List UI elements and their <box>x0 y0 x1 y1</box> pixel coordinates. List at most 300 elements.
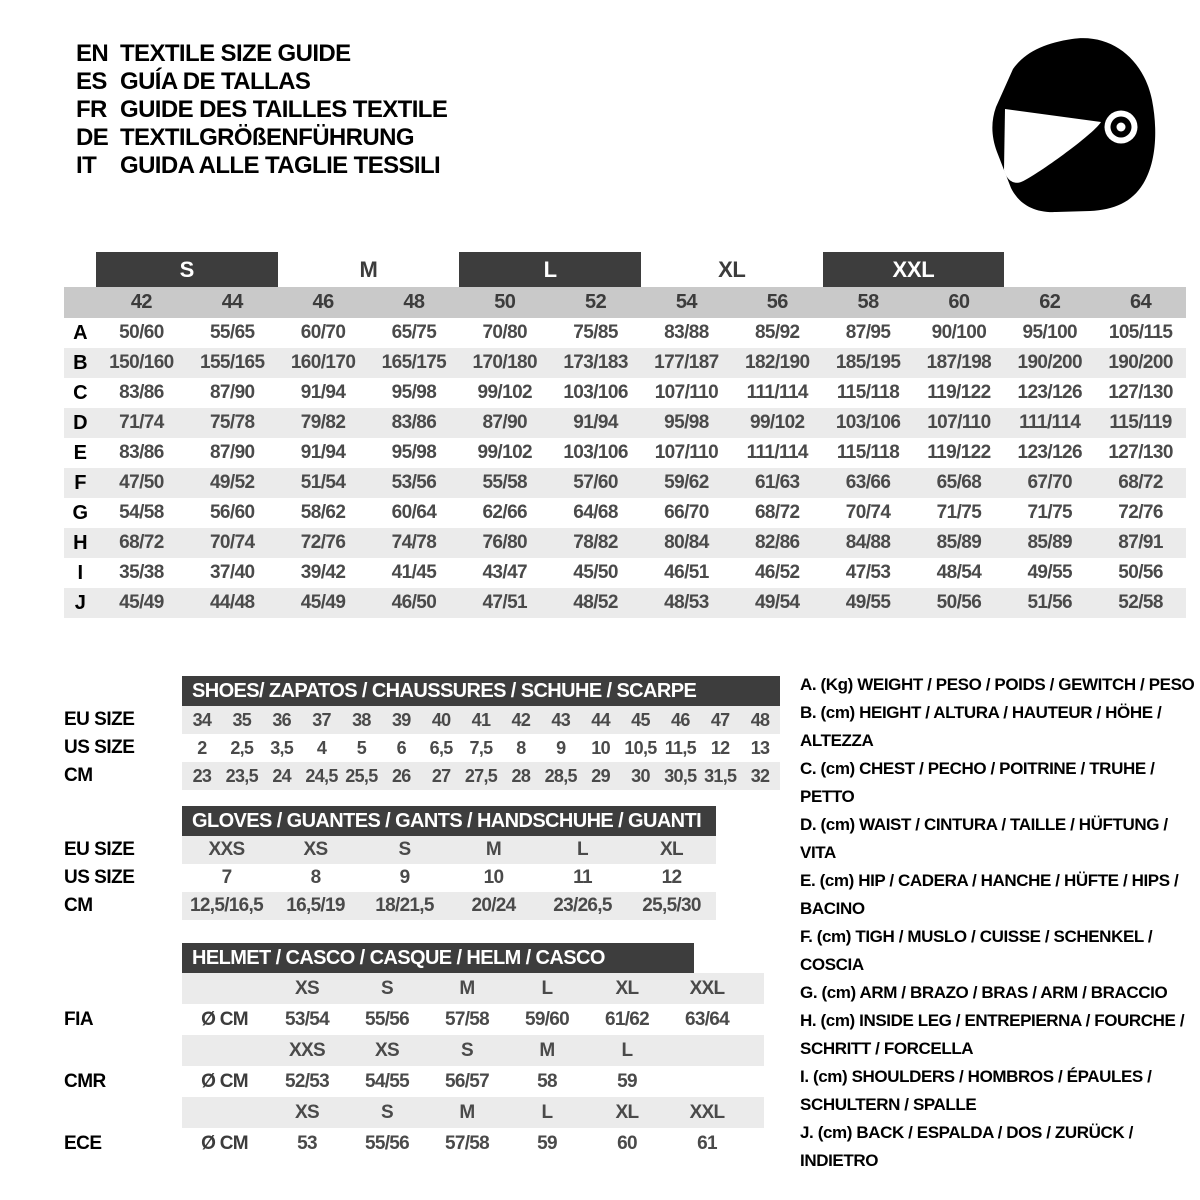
size-cell: 123/126 <box>1017 382 1082 403</box>
gloves-section <box>64 806 716 920</box>
size-cell: 55/56 <box>364 1132 410 1154</box>
row-label: CMR <box>64 1070 106 1092</box>
size-cell: 87/95 <box>845 322 891 343</box>
table-row-sizes <box>64 1035 764 1066</box>
size-cell: 99/102 <box>749 412 805 433</box>
value-row <box>182 1128 764 1159</box>
size-cell: 95/98 <box>391 442 437 463</box>
size-cell: 85/89 <box>1027 532 1073 553</box>
size-cell: 39 <box>391 709 411 730</box>
row-label: CM <box>64 765 93 786</box>
size-cell: 34 <box>192 709 212 730</box>
racing-helmet-icon <box>972 30 1162 215</box>
table-row-I <box>64 558 1186 588</box>
row-label <box>64 1097 182 1128</box>
size-cell: 87/90 <box>209 442 255 463</box>
size-cell: 40 <box>431 709 451 730</box>
size-cell: 30 <box>631 765 650 786</box>
row-label: CM <box>64 895 93 916</box>
language-code: DE <box>76 124 109 151</box>
size-cell: 3,5 <box>270 737 294 758</box>
row-label: D <box>73 411 87 434</box>
size-cell: XL <box>615 977 639 999</box>
size-cell: 52/58 <box>1118 592 1163 613</box>
size-cell: 48/52 <box>573 592 618 613</box>
size-group-xl: XL <box>718 256 746 282</box>
size-cell: 6 <box>396 737 406 758</box>
size-cell: 83/88 <box>664 322 709 343</box>
size-cell: 64/68 <box>573 502 618 523</box>
size-cell: 53/56 <box>391 472 437 493</box>
size-cell: 12 <box>661 867 682 888</box>
size-cell: 61 <box>697 1132 717 1154</box>
size-cell: 55/65 <box>209 322 255 343</box>
size-cell: 71/75 <box>936 502 982 523</box>
size-cell: 43/47 <box>482 562 528 583</box>
legend-item: C. (cm) CHEST / PECHO / POITRINE / TRUHE / PETTO <box>800 759 1155 806</box>
size-cell: 49/54 <box>754 592 800 613</box>
size-cell: 111/114 <box>1019 412 1081 433</box>
size-cell: 79/82 <box>300 412 346 433</box>
helmet-section-title: HELMET / CASCO / CASQUE / HELM / CASCO <box>182 943 694 973</box>
size-cell: 49/52 <box>209 472 255 493</box>
size-cell: 59/62 <box>664 472 709 493</box>
size-cell: 25,5 <box>345 765 378 786</box>
helmet-rows <box>64 973 764 1159</box>
table-row-B <box>64 348 1186 378</box>
size-cell: 87/91 <box>1118 532 1163 553</box>
size-cell: 13 <box>750 737 770 758</box>
size-cell: S <box>398 839 411 860</box>
size-cell: 155/165 <box>200 352 265 373</box>
size-cell: XS <box>295 977 319 999</box>
size-cell: M <box>459 1101 475 1123</box>
size-cell: 61/62 <box>604 1008 650 1030</box>
language-row <box>76 152 447 180</box>
size-cell: 35 <box>232 709 252 730</box>
table-row-cm <box>64 892 716 920</box>
size-cell: 72/76 <box>1118 502 1163 523</box>
size-cell: 36 <box>272 709 291 730</box>
row-label: C <box>73 381 87 404</box>
row-label: G <box>72 501 88 524</box>
value-row <box>182 1097 764 1128</box>
legend-item: B. (cm) HEIGHT / ALTURA / HAUTEUR / HÖHE / ALTEZZA <box>800 703 1162 750</box>
size-cell: 91/94 <box>300 442 346 463</box>
size-cell: 8 <box>516 737 526 758</box>
size-cell: 28,5 <box>544 765 577 786</box>
legend-item: F. (cm) TIGH / MUSLO / CUISSE / SCHENKEL / COSCIA <box>800 927 1153 974</box>
spacer <box>64 943 182 973</box>
value-row <box>182 836 716 864</box>
diameter-cm-label: Ø CM <box>201 1070 248 1092</box>
size-cell: 12 <box>710 737 730 758</box>
size-column-50: 50 <box>494 291 516 313</box>
value-row <box>182 1004 764 1035</box>
size-cell: 78/82 <box>573 532 618 553</box>
row-label: J <box>74 591 86 614</box>
size-cell: 57/58 <box>444 1132 490 1154</box>
table-row-eu-size <box>64 706 780 734</box>
size-cell: 57/58 <box>444 1008 490 1030</box>
size-group-empty <box>64 252 96 287</box>
table-row-D <box>64 408 1186 438</box>
table-row-cm <box>64 762 780 790</box>
table-row-E <box>64 438 1186 468</box>
table-row-F <box>64 468 1186 498</box>
size-cell: 43 <box>551 709 571 730</box>
size-cell: 50/56 <box>936 592 982 613</box>
size-column-62: 62 <box>1039 291 1061 313</box>
row-label: A <box>73 321 87 344</box>
size-cell: 150/160 <box>109 352 174 373</box>
size-cell: 74/78 <box>391 532 437 553</box>
size-cell: L <box>621 1039 633 1061</box>
legend-item: D. (cm) WAIST / CINTURA / TAILLE / HÜFTUNG / VITA <box>800 815 1168 862</box>
size-cell: 23,5 <box>225 765 258 786</box>
size-column-54: 54 <box>675 291 697 313</box>
size-cell: 185/195 <box>835 352 901 373</box>
language-list <box>76 40 447 180</box>
size-column-52: 52 <box>585 291 607 313</box>
size-cell: 105/115 <box>1108 322 1173 343</box>
size-cell: 28 <box>511 765 531 786</box>
language-code: EN <box>76 40 109 67</box>
size-cell: 70/74 <box>209 532 255 553</box>
size-cell: 63/64 <box>684 1008 730 1030</box>
size-cell: 54/58 <box>119 502 164 523</box>
size-cell: 32 <box>750 765 770 786</box>
size-cell: 31,5 <box>704 765 737 786</box>
table-row-A <box>64 318 1186 348</box>
size-cell: 51/54 <box>300 472 346 493</box>
language-code: FR <box>76 96 107 123</box>
size-cell <box>667 1035 747 1066</box>
size-column-42: 42 <box>130 291 152 313</box>
size-cell: 99/102 <box>477 442 532 463</box>
size-cell: 23/26,5 <box>553 895 612 916</box>
row-label: ECE <box>64 1132 102 1154</box>
row-label: EU SIZE <box>64 709 135 730</box>
size-cell: 123/126 <box>1017 442 1082 463</box>
size-cell: 83/86 <box>119 442 164 463</box>
size-cell: XXL <box>689 1101 725 1123</box>
size-cell: 63/66 <box>845 472 891 493</box>
gloves-rows <box>64 836 716 920</box>
size-cell: 84/88 <box>845 532 891 553</box>
row-label: EU SIZE <box>64 839 135 860</box>
size-cell: 57/60 <box>573 472 618 493</box>
row-label: I <box>77 561 83 584</box>
diameter-cm-label: Ø CM <box>201 1132 248 1154</box>
size-cell: 165/175 <box>381 352 447 373</box>
size-cell: 52/53 <box>284 1070 330 1092</box>
size-cell: M <box>539 1039 555 1061</box>
size-cell: 18/21,5 <box>375 895 434 916</box>
size-cell: 65/68 <box>936 472 982 493</box>
row-label: US SIZE <box>64 737 135 758</box>
size-cell: 75/78 <box>209 412 255 433</box>
size-cell: 47/51 <box>482 592 528 613</box>
measurement-rows <box>64 318 1186 618</box>
size-cell: 11 <box>573 867 592 888</box>
size-cell: 170/180 <box>472 352 537 373</box>
diameter-cm-label <box>182 1035 267 1066</box>
size-cell: 50/56 <box>1118 562 1163 583</box>
size-cell: 46/52 <box>754 562 800 583</box>
size-cell: XS <box>295 1101 319 1123</box>
size-cell: 49/55 <box>845 592 891 613</box>
size-cell: 9 <box>556 737 566 758</box>
legend-item: I. (cm) SHOULDERS / HOMBROS / ÉPAULES / SCHULTERN / SPALLE <box>800 1067 1152 1114</box>
size-cell: 85/89 <box>936 532 982 553</box>
size-cell: 103/106 <box>563 382 628 403</box>
size-cell: 27 <box>431 765 451 786</box>
size-cell: 107/110 <box>654 442 719 463</box>
size-cell: 41/45 <box>391 562 437 583</box>
size-cell: 65/75 <box>391 322 437 343</box>
size-cell: 44/48 <box>209 592 255 613</box>
size-cell: 2 <box>197 737 207 758</box>
size-cell: 70/80 <box>482 322 528 343</box>
size-cell: 182/190 <box>745 352 810 373</box>
size-cell: 16,5/19 <box>286 895 345 916</box>
size-cell: 160/170 <box>290 352 356 373</box>
size-cell: 9 <box>399 867 410 888</box>
row-label: E <box>73 441 87 464</box>
size-cell: L <box>541 977 553 999</box>
value-row <box>182 892 716 920</box>
row-label: B <box>73 351 87 374</box>
size-cell: 47/53 <box>845 562 891 583</box>
size-column-64: 64 <box>1130 291 1152 313</box>
size-group-header-row <box>64 252 1186 287</box>
size-cell: 83/86 <box>119 382 164 403</box>
language-row <box>76 68 447 96</box>
size-cell: XS <box>303 839 328 860</box>
helmet-section <box>64 943 764 1159</box>
size-cell: 35/38 <box>119 562 164 583</box>
size-cell: 87/90 <box>482 412 528 433</box>
size-cell: XL <box>615 1101 639 1123</box>
size-cell: 23 <box>192 765 212 786</box>
size-cell: 111/114 <box>746 442 808 463</box>
size-cell: 68/72 <box>1118 472 1163 493</box>
size-cell: 7 <box>221 867 232 888</box>
size-cell: M <box>485 839 502 860</box>
legend-item: G. (cm) ARM / BRAZO / BRAS / ARM / BRACCIO <box>800 983 1168 1002</box>
size-cell: 82/86 <box>754 532 800 553</box>
size-column-56: 56 <box>766 291 788 313</box>
size-cell: 53 <box>297 1132 317 1154</box>
table-row-eu-size <box>64 836 716 864</box>
size-cell: 95/100 <box>1022 322 1077 343</box>
size-column-58: 58 <box>857 291 879 313</box>
size-cell: 60 <box>617 1132 637 1154</box>
diameter-cm-label <box>182 973 267 1004</box>
size-cell: 75/85 <box>573 322 618 343</box>
language-code: ES <box>76 68 107 95</box>
size-cell: 58/62 <box>300 502 346 523</box>
size-cell: 60/64 <box>391 502 437 523</box>
size-cell: 39/42 <box>300 562 346 583</box>
size-cell: S <box>381 1101 393 1123</box>
size-cell: 62/66 <box>482 502 528 523</box>
size-cell: 10 <box>483 867 504 888</box>
value-row <box>182 864 716 892</box>
size-cell: 37/40 <box>209 562 255 583</box>
size-cell: 190/200 <box>1017 352 1082 373</box>
size-cell: 26 <box>391 765 411 786</box>
table-row-G <box>64 498 1186 528</box>
size-group-m: M <box>359 256 378 282</box>
table-row-J <box>64 588 1186 618</box>
size-cell: 127/130 <box>1108 442 1173 463</box>
size-cell: 66/70 <box>664 502 709 523</box>
size-cell: 50/60 <box>119 322 164 343</box>
table-row-us-size <box>64 864 716 892</box>
value-row <box>182 1066 764 1097</box>
row-label: US SIZE <box>64 867 135 888</box>
size-cell: 37 <box>312 709 331 730</box>
spacer <box>64 287 96 318</box>
size-cell: 72/76 <box>300 532 346 553</box>
size-cell: 51/56 <box>1027 592 1073 613</box>
size-cell: XXS <box>289 1039 325 1061</box>
shoes-rows <box>64 706 780 790</box>
size-cell: 45/50 <box>573 562 618 583</box>
size-group-s: S <box>96 252 278 287</box>
size-cell: 48/53 <box>664 592 709 613</box>
size-cell: 6,5 <box>429 737 453 758</box>
size-cell: 91/94 <box>573 412 618 433</box>
size-cell: 56/57 <box>444 1070 490 1092</box>
size-cell: 71/75 <box>1027 502 1073 523</box>
language-title: TEXTILE SIZE GUIDE <box>120 40 351 67</box>
table-row-C <box>64 378 1186 408</box>
row-label: F <box>74 471 86 494</box>
size-cell: 42 <box>511 709 531 730</box>
size-cell: 95/98 <box>664 412 709 433</box>
size-cell: 46/51 <box>664 562 709 583</box>
size-cell: 70/74 <box>845 502 891 523</box>
size-cell: 10 <box>591 737 610 758</box>
size-group-l: L <box>459 252 641 287</box>
size-cell: XXL <box>689 977 725 999</box>
size-cell: 48 <box>750 709 770 730</box>
size-cell: 90/100 <box>931 322 987 343</box>
size-cell: 67/70 <box>1027 472 1073 493</box>
size-cell: 10,5 <box>624 737 657 758</box>
size-cell: 24,5 <box>305 765 338 786</box>
size-cell: 2,5 <box>230 737 254 758</box>
size-cell: 5 <box>356 737 367 758</box>
size-cell: XL <box>660 839 683 860</box>
size-cell: 48/54 <box>936 562 982 583</box>
size-column-48: 48 <box>403 291 425 313</box>
size-cell: 190/200 <box>1108 352 1173 373</box>
size-cell: 91/94 <box>300 382 346 403</box>
size-cell: 103/106 <box>563 442 628 463</box>
size-group-empty <box>1004 252 1095 287</box>
size-cell: 115/118 <box>836 442 900 463</box>
size-cell: 119/122 <box>927 442 991 463</box>
value-row <box>182 973 764 1004</box>
size-cell: 56/60 <box>209 502 255 523</box>
diameter-cm-label <box>182 1097 267 1128</box>
table-row-cmr <box>64 1066 764 1097</box>
size-cell: 115/118 <box>836 382 900 403</box>
size-cell: 29 <box>591 765 610 786</box>
size-column-60: 60 <box>948 291 970 313</box>
size-column-44: 44 <box>221 291 243 313</box>
size-cell: 44 <box>591 709 610 730</box>
size-cell: 25,5/30 <box>642 895 701 916</box>
size-cell: 53/54 <box>284 1008 330 1030</box>
size-cell: 71/74 <box>119 412 164 433</box>
table-row-fia <box>64 1004 764 1035</box>
table-row-sizes <box>64 973 764 1004</box>
size-cell: 107/110 <box>927 412 991 433</box>
size-cell: 8 <box>310 867 321 888</box>
size-cell: 41 <box>471 709 491 730</box>
language-title: GUIDA ALLE TAGLIE TESSILI <box>120 152 441 179</box>
size-cell: 68/72 <box>119 532 164 553</box>
size-cell: M <box>459 977 475 999</box>
textile-size-table <box>64 252 1186 618</box>
size-cell: 38 <box>352 709 371 730</box>
size-cell: 27,5 <box>464 765 498 786</box>
size-cell: XXS <box>208 839 245 860</box>
size-cell: 45 <box>631 709 650 730</box>
size-cell: 20/24 <box>471 895 516 916</box>
size-cell: 119/122 <box>927 382 991 403</box>
row-label: FIA <box>64 1008 94 1030</box>
size-cell: 47/50 <box>119 472 164 493</box>
size-cell: 54/55 <box>364 1070 410 1092</box>
size-cell: 45/49 <box>119 592 164 613</box>
size-cell: L <box>577 839 588 860</box>
gloves-section-title: GLOVES / GUANTES / GANTS / HANDSCHUHE / GUANTI <box>182 806 716 836</box>
size-cell: 49/55 <box>1027 562 1073 583</box>
value-row <box>182 762 780 790</box>
spacer <box>64 806 182 836</box>
value-row <box>182 734 780 762</box>
size-cell: 12,5/16,5 <box>190 895 263 916</box>
language-title: GUÍA DE TALLAS <box>120 68 311 95</box>
size-cell: 173/183 <box>563 352 628 373</box>
size-cell: 177/187 <box>654 352 719 373</box>
size-cell: 30,5 <box>664 765 697 786</box>
size-cell: 76/80 <box>482 532 528 553</box>
size-number-row <box>64 287 1186 318</box>
size-cell: 103/106 <box>835 412 901 433</box>
size-cell: 99/102 <box>477 382 532 403</box>
size-cell: L <box>541 1101 553 1123</box>
size-cell: 95/98 <box>391 382 437 403</box>
diameter-cm-label: Ø CM <box>201 1008 248 1030</box>
language-title: TEXTILGRÖßENFÜHRUNG <box>120 124 414 151</box>
size-cell: 85/92 <box>754 322 800 343</box>
row-label <box>64 973 182 1004</box>
size-cell: 46/50 <box>391 592 437 613</box>
language-title: GUIDE DES TAILLES TEXTILE <box>120 96 448 123</box>
size-cell: 59 <box>537 1132 557 1154</box>
size-cell: 46 <box>671 709 690 730</box>
size-group-xxl: XXL <box>823 252 1005 287</box>
size-cell: 115/119 <box>1109 412 1172 433</box>
size-cell: 7,5 <box>469 737 493 758</box>
